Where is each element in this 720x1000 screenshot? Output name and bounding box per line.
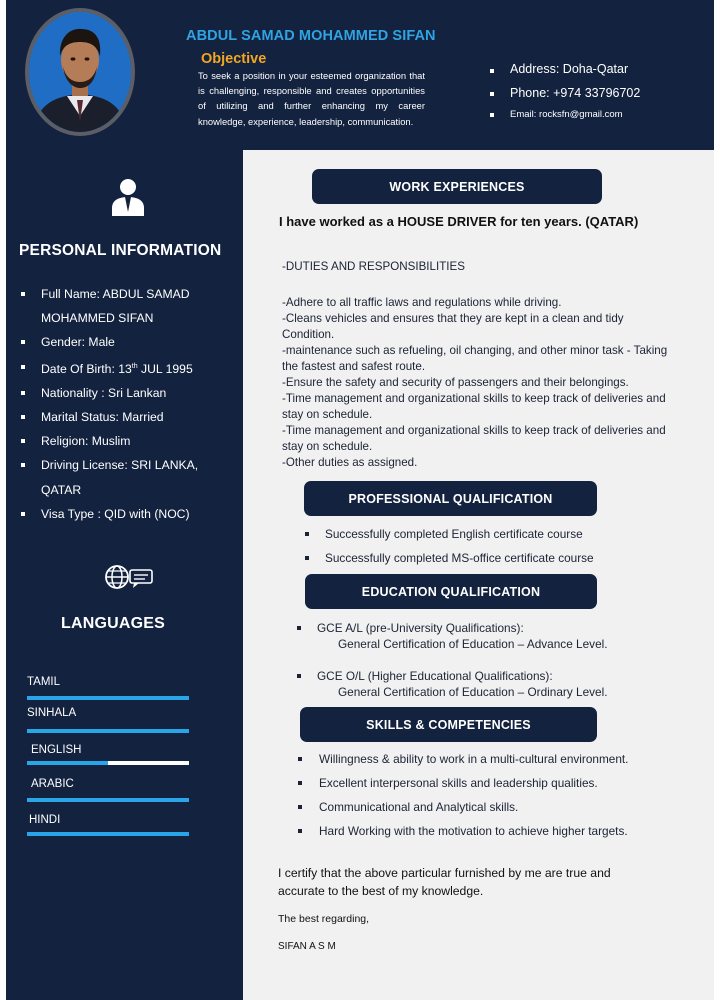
language-label: ARABIC bbox=[31, 778, 74, 790]
candidate-name: ABDUL SAMAD MOHAMMED SIFAN bbox=[186, 28, 436, 44]
education-detail: General Certification of Education – Advance Level. bbox=[338, 637, 608, 651]
marital-status-item: Marital Status: Married bbox=[20, 405, 235, 429]
duty-item: -Adhere to all traffic laws and regulations while driving. bbox=[282, 296, 562, 309]
signature-name: SIFAN A S M bbox=[278, 941, 336, 952]
person-icon bbox=[110, 178, 146, 216]
list-item bbox=[297, 668, 608, 700]
skills-list bbox=[298, 747, 628, 843]
closing-regards: The best regarding, bbox=[278, 913, 370, 925]
list-item: Communicational and Analytical skills. bbox=[298, 795, 628, 819]
duty-item: -maintenance such as refueling, oil changing, and other minor task - Taking the fastest and safest route. bbox=[282, 344, 668, 373]
profile-photo bbox=[25, 8, 135, 136]
list-item: Successfully completed MS-office certificate course bbox=[305, 546, 594, 570]
language-level-bar bbox=[27, 729, 189, 733]
education-title: GCE A/L (pre-University Qualifications): bbox=[317, 621, 524, 635]
work-experience-heading: WORK EXPERIENCES bbox=[312, 169, 602, 204]
list-item: Successfully completed English certificate course bbox=[305, 522, 594, 546]
professional-qualification-list bbox=[305, 522, 594, 570]
work-headline: I have worked as a HOUSE DRIVER for ten years. (QATAR) bbox=[279, 214, 639, 229]
visa-type-item: Visa Type : QID with (NOC) bbox=[20, 502, 235, 526]
language-label: HINDI bbox=[29, 814, 61, 826]
duty-item: -Time management and organizational skills to keep track of deliveries and stay on schedule. bbox=[282, 424, 666, 453]
duty-item: -Other duties as assigned. bbox=[282, 456, 418, 469]
education-detail: General Certification of Education – Ordinary Level. bbox=[338, 685, 608, 699]
language-level-fill bbox=[27, 729, 189, 733]
dob-item: Date Of Birth: 13th JUL 1995 bbox=[20, 355, 235, 381]
religion-item: Religion: Muslim bbox=[20, 429, 235, 453]
language-level-fill bbox=[27, 696, 189, 700]
language-level-fill bbox=[27, 798, 189, 802]
duty-item: -Ensure the safety and security of passengers and their belongings. bbox=[282, 376, 629, 389]
list-item: Excellent interpersonal skills and leadership qualities. bbox=[298, 771, 628, 795]
duties-heading: -DUTIES AND RESPONSIBILITIES bbox=[282, 260, 465, 273]
professional-qualification-heading: PROFESSIONAL QUALIFICATION bbox=[304, 481, 597, 516]
education-title: GCE O/L (Higher Educational Qualifications): bbox=[317, 669, 553, 683]
education-qualification-heading: EDUCATION QUALIFICATION bbox=[305, 574, 597, 609]
language-label: SINHALA bbox=[27, 707, 77, 719]
full-name-item: Full Name: ABDUL SAMAD MOHAMMED SIFAN bbox=[20, 282, 235, 330]
driving-license-item: Driving License: SRI LANKA, QATAR bbox=[20, 453, 235, 501]
language-level-bar bbox=[27, 832, 189, 836]
language-level-bar bbox=[27, 761, 189, 765]
language-label: TAMIL bbox=[27, 676, 61, 688]
list-item: Willingness & ability to work in a multi-cultural environment. bbox=[298, 747, 628, 771]
language-level-bar bbox=[27, 798, 189, 802]
certification-statement: I certify that the above particular furnished by me are true and accurate to the best of my knowledge. bbox=[278, 866, 611, 898]
contact-address: Address: Doha-Qatar bbox=[488, 59, 640, 83]
duty-item: -Time management and organizational skills to keep track of deliveries and stay on schedule. bbox=[282, 392, 666, 421]
contact-list bbox=[488, 59, 640, 125]
objective-heading: Objective bbox=[201, 51, 267, 67]
list-item bbox=[297, 620, 608, 652]
language-level-fill bbox=[27, 761, 108, 765]
skills-competencies-heading: SKILLS & COMPETENCIES bbox=[300, 707, 597, 742]
language-level-bar bbox=[27, 696, 189, 700]
gender-item: Gender: Male bbox=[20, 330, 235, 354]
objective-text: To seek a position in your esteemed organization that is challenging, responsible and creates opportunities of utilizing and further enhancing my career knowledge, experience, leadership, communication. bbox=[198, 70, 425, 127]
personal-info-heading: PERSONAL INFORMATION bbox=[19, 242, 222, 259]
duties-list bbox=[282, 295, 672, 471]
list-item: Hard Working with the motivation to achieve higher targets. bbox=[298, 819, 628, 843]
language-label: ENGLISH bbox=[31, 744, 82, 756]
contact-email: Email: rocksfn@gmail.com bbox=[488, 105, 640, 125]
duty-item: -Cleans vehicles and ensures that they are kept in a clean and tidy Condition. bbox=[282, 312, 624, 341]
nationality-item: Nationality : Sri Lankan bbox=[20, 381, 235, 405]
languages-globe-icon bbox=[104, 564, 154, 590]
education-qualification-list bbox=[297, 620, 608, 716]
personal-info-list bbox=[20, 282, 235, 526]
contact-phone: Phone: +974 33796702 bbox=[488, 83, 640, 105]
language-level-fill bbox=[27, 832, 189, 836]
portrait-illustration bbox=[29, 12, 131, 132]
languages-heading: LANGUAGES bbox=[61, 615, 166, 632]
